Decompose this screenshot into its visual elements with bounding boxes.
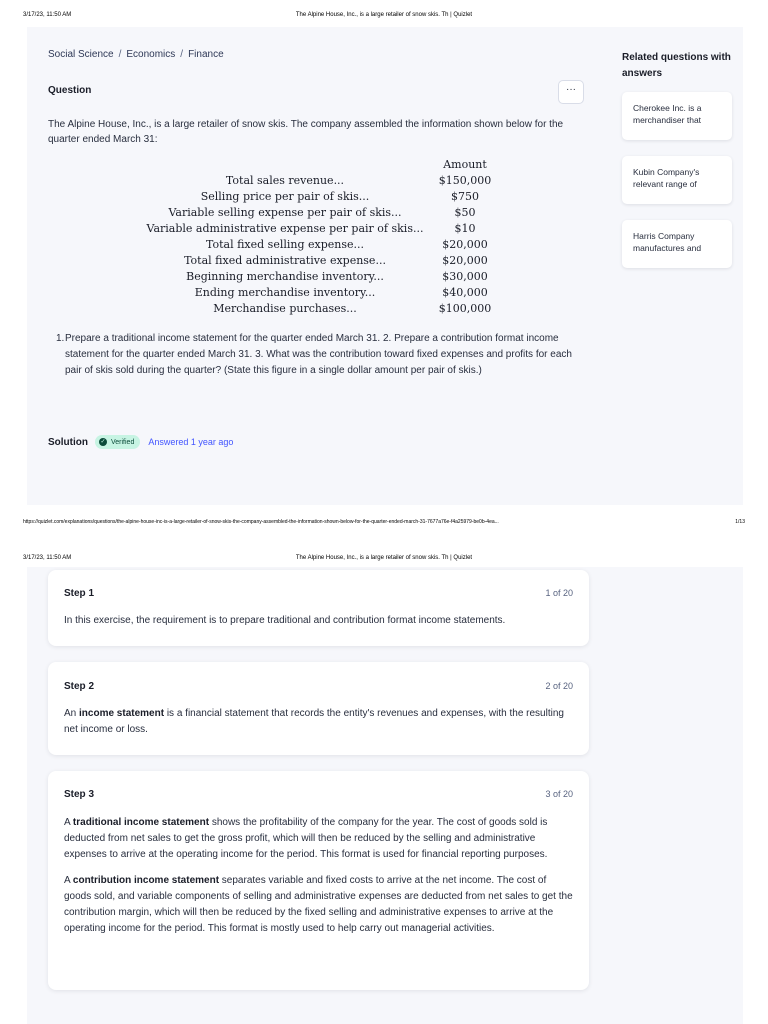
step-title: Step 2	[64, 681, 95, 692]
print-page-title: The Alpine House, Inc., is a large retailer of snow skis. Th | Quizlet	[295, 12, 473, 18]
row-amount: $40,000	[442, 286, 488, 299]
table-row	[140, 269, 500, 285]
step-body	[64, 613, 573, 629]
table-row	[140, 237, 500, 253]
text-run: A	[64, 875, 73, 886]
breadcrumb-item-finance[interactable]: Finance	[188, 49, 224, 60]
table-row	[140, 285, 500, 301]
row-label: Beginning merchandise inventory...	[186, 270, 384, 283]
text-run: A	[64, 817, 73, 828]
related-question-card[interactable]: Cherokee Inc. is a merchandiser that	[622, 92, 732, 140]
step-paragraph	[64, 873, 573, 937]
breadcrumb-separator: /	[118, 49, 122, 60]
text-run: shows the profitability of the company for the year. The cost of goods sold is deducted from net sales to get the gross profit, which will then be reduced by the selling and administrative expenses to arrive at the operating income for the period. This format is used for financial reporting purposes.	[64, 817, 548, 860]
step-count: 3 of 20	[545, 789, 573, 799]
table-row	[140, 189, 500, 205]
print-footer	[0, 519, 768, 531]
table-row	[140, 253, 500, 269]
solution-header	[48, 434, 233, 450]
row-label: Total sales revenue...	[225, 174, 345, 187]
print-url: https://quizlet.com/explanations/questions/the-alpine-house-inc-is-a-large-retailer-of-snow-skis-the-company-assembled-the-information-shown-below-for-the-quarter-ended-march-31-7677a76e-f4a25979-be0b-4ea...	[23, 519, 499, 525]
table-row	[140, 205, 500, 221]
check-icon: ✓	[100, 439, 106, 445]
row-label: Merchandise purchases...	[213, 302, 357, 315]
step-body	[64, 815, 573, 937]
breadcrumb-item-economics[interactable]: Economics	[126, 49, 176, 60]
related-questions-title: Related questions with answers	[622, 52, 731, 79]
row-amount: $150,000	[438, 174, 492, 187]
row-amount: $20,000	[442, 238, 488, 251]
question-heading: Question	[48, 85, 92, 96]
table-row	[140, 301, 500, 317]
amount-header: Amount	[443, 158, 487, 171]
row-label: Variable selling expense per pair of skis...	[168, 206, 402, 219]
step-title: Step 3	[64, 789, 95, 800]
solution-step-card	[48, 570, 589, 646]
question-intro: The Alpine House, Inc., is a large retailer of snow skis. The company assembled the information shown below for the quarter ended March 31:	[48, 119, 564, 145]
step-paragraph	[64, 815, 573, 863]
step-count: 2 of 20	[545, 681, 573, 691]
table-row	[140, 173, 500, 189]
row-label: Total fixed selling expense...	[205, 238, 364, 251]
row-amount: $20,000	[442, 254, 488, 267]
print-page-title: The Alpine House, Inc., is a large retailer of snow skis. Th | Quizlet	[295, 555, 473, 561]
task-text: Prepare a traditional income statement for the quarter ended March 31. 2. Prepare a contribution format income statement for the quarter ended March 31. 3. What was the contribution toward fixed expenses and profits for each pair of skis sold during the quarter? (State this figure in a single dollar amount per pair of skis.)	[65, 333, 572, 376]
more-options-button[interactable]: ···	[558, 80, 584, 104]
print-page-number: 1/13	[735, 519, 745, 525]
verified-badge	[95, 435, 140, 449]
step-count: 1 of 20	[545, 588, 573, 598]
print-datetime: 3/17/23, 11:50 AM	[23, 555, 72, 561]
row-amount: $100,000	[438, 302, 492, 315]
row-amount: $10	[454, 222, 476, 235]
row-amount: $30,000	[442, 270, 488, 283]
row-label: Total fixed administrative expense...	[184, 254, 386, 267]
text-run: An	[64, 708, 80, 719]
row-label: Variable administrative expense per pair of skis...	[146, 222, 424, 235]
row-label: Selling price per pair of skis...	[200, 190, 370, 203]
text-run: separates variable and fixed costs to arrive at the net income. The cost of goods sold, and variable components of selling and administrative expenses are deducted from net sales to get the contribution margin, which will then be reduced by the fixed selling and administrative expenses to arrive at the operating income for the period. This format is mostly used to help carry out managerial activities.	[64, 875, 573, 934]
text-run: In this exercise, the requirement is to prepare traditional and contribution format income statements.	[64, 615, 506, 626]
row-amount: $50	[454, 206, 476, 219]
related-question-card[interactable]: Harris Company manufactures and	[622, 220, 732, 268]
task-number: 1.	[56, 333, 65, 344]
table-row	[140, 221, 500, 237]
solution-step-card	[48, 771, 589, 990]
step-body	[64, 706, 573, 738]
print-datetime: 3/17/23, 11:50 AM	[23, 12, 72, 18]
print-header	[0, 12, 768, 26]
related-question-card[interactable]: Kubin Company's relevant range of	[622, 156, 732, 204]
bold-term: traditional income statement	[72, 817, 210, 828]
breadcrumb	[48, 49, 224, 60]
bold-term: contribution income statement	[72, 875, 220, 886]
answered-time: Answered 1 year ago	[148, 437, 234, 447]
row-label: Ending merchandise inventory...	[194, 286, 376, 299]
breadcrumb-separator: /	[180, 49, 184, 60]
bold-term: income statement	[79, 708, 165, 719]
step-paragraph	[64, 613, 573, 629]
question-task	[56, 331, 586, 379]
step-paragraph	[64, 706, 573, 738]
row-amount: $750	[451, 190, 479, 203]
table-header-row	[140, 157, 500, 173]
verified-label: Verified	[111, 438, 135, 446]
breadcrumb-item-social-science[interactable]: Social Science	[48, 49, 114, 60]
solution-step-card	[48, 662, 589, 755]
step-title: Step 1	[64, 588, 95, 599]
question-data-table	[140, 157, 500, 317]
text-run: is a financial statement that records the entity's revenues and expenses, with the resulting net income or loss.	[64, 708, 564, 735]
solution-heading: Solution	[48, 436, 88, 448]
